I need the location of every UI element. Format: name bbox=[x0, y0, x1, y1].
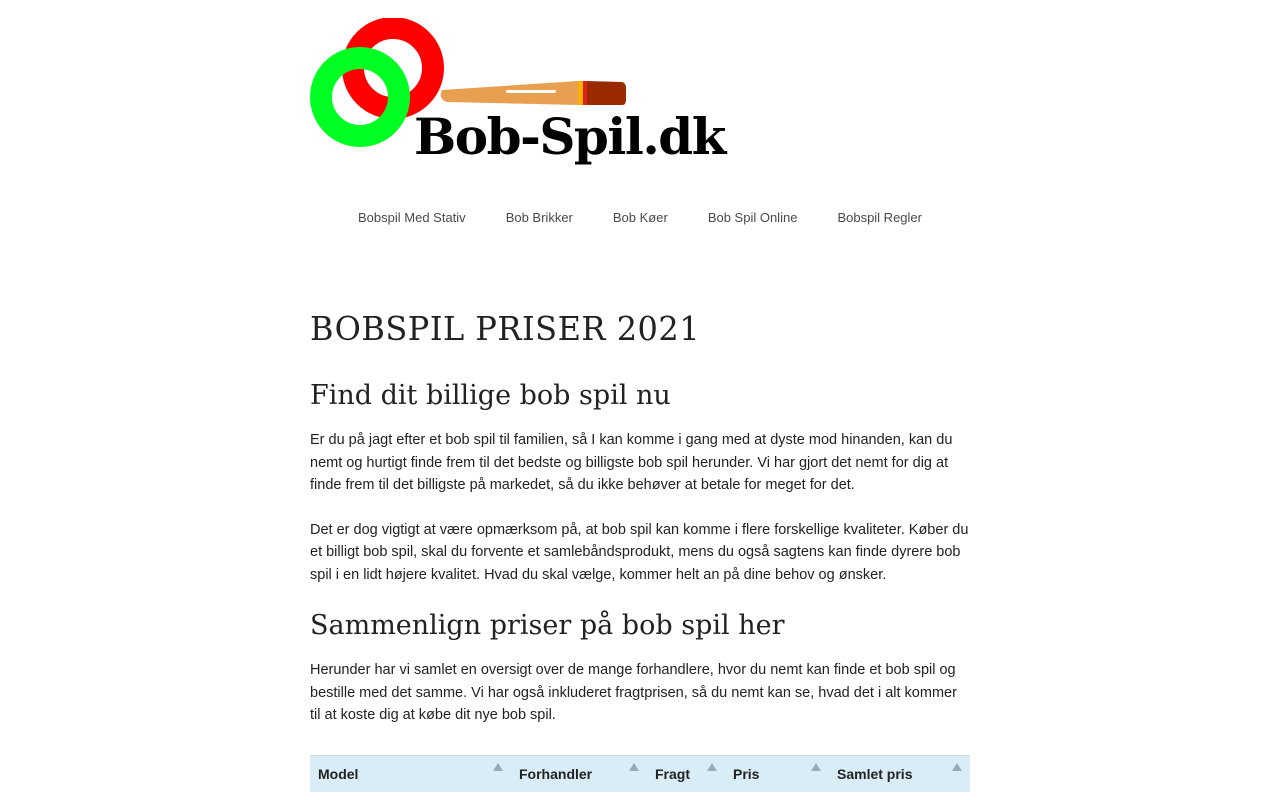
column-header-fragt[interactable] bbox=[647, 755, 725, 792]
sort-icon[interactable] bbox=[707, 763, 717, 771]
intro-paragraph-1: Er du på jagt efter et bob spil til familien, så I kan komme i gang med at dyste mod hinanden, kan du nemt og hurtigt finde frem til det bedste og billigste bob spil herunder. Vi har gjort det nemt for dig at finde frem til det billigste på markedet, så du ikke behøver at betale for meget for det. bbox=[310, 432, 953, 493]
cue-stick-icon bbox=[441, 81, 626, 105]
page-title: BOBSPIL PRISER 2021 bbox=[310, 309, 701, 349]
main-nav bbox=[0, 209, 1280, 227]
nav-item-bob-spil-online[interactable]: Bob Spil Online bbox=[707, 210, 798, 225]
column-header-label: Pris bbox=[733, 765, 760, 782]
column-header-label: Model bbox=[318, 765, 359, 782]
table-header-row bbox=[310, 755, 970, 792]
section-heading-find: Find dit billige bob spil nu bbox=[310, 380, 671, 411]
sort-icon[interactable] bbox=[493, 763, 503, 771]
column-header-forhandler[interactable] bbox=[511, 755, 647, 792]
nav-item-bob-koer[interactable]: Bob Køer bbox=[612, 210, 668, 225]
logo-text: Bob-Spil.dk bbox=[414, 107, 725, 166]
compare-paragraph: Herunder har vi samlet en oversigt over de mange forhandlere, hvor du nemt kan finde et bob spil og bestille med det samme. Vi har også inkluderet fragtprisen, så du nemt kan se, hvad det i alt kommer til at koste dig at købe dit nye bob spil. bbox=[310, 662, 957, 723]
section-heading-compare: Sammenlign priser på bob spil her bbox=[310, 610, 785, 641]
sort-icon[interactable] bbox=[629, 763, 639, 771]
nav-item-bob-brikker[interactable]: Bob Brikker bbox=[505, 210, 573, 225]
column-header-label: Forhandler bbox=[519, 765, 593, 782]
nav-item-bobspil-med-stativ[interactable]: Bobspil Med Stativ bbox=[358, 210, 466, 225]
sort-icon[interactable] bbox=[952, 763, 962, 771]
column-header-pris[interactable] bbox=[725, 755, 829, 792]
column-header-label: Samlet pris bbox=[837, 765, 913, 782]
intro-paragraph-2: Det er dog vigtigt at være opmærksom på, at bob spil kan komme i flere forskellige kvaliteter. Køber du et billigt bob spil, skal du forvente et samlebåndsprodukt, mens du også sagtens kan finde dyrere bob spil i en lidt højere kvalitet. Hvad du skal vælge, kommer helt an på dine behov og ønsker. bbox=[310, 521, 969, 583]
price-table bbox=[310, 755, 970, 792]
nav-item-bobspil-regler[interactable]: Bobspil Regler bbox=[837, 210, 922, 225]
column-header-label: Fragt bbox=[655, 765, 690, 782]
main-content bbox=[310, 306, 970, 792]
sort-icon[interactable] bbox=[811, 763, 821, 771]
site-logo[interactable] bbox=[310, 18, 725, 178]
column-header-samlet-pris[interactable] bbox=[829, 755, 970, 792]
column-header-model[interactable] bbox=[310, 755, 511, 792]
